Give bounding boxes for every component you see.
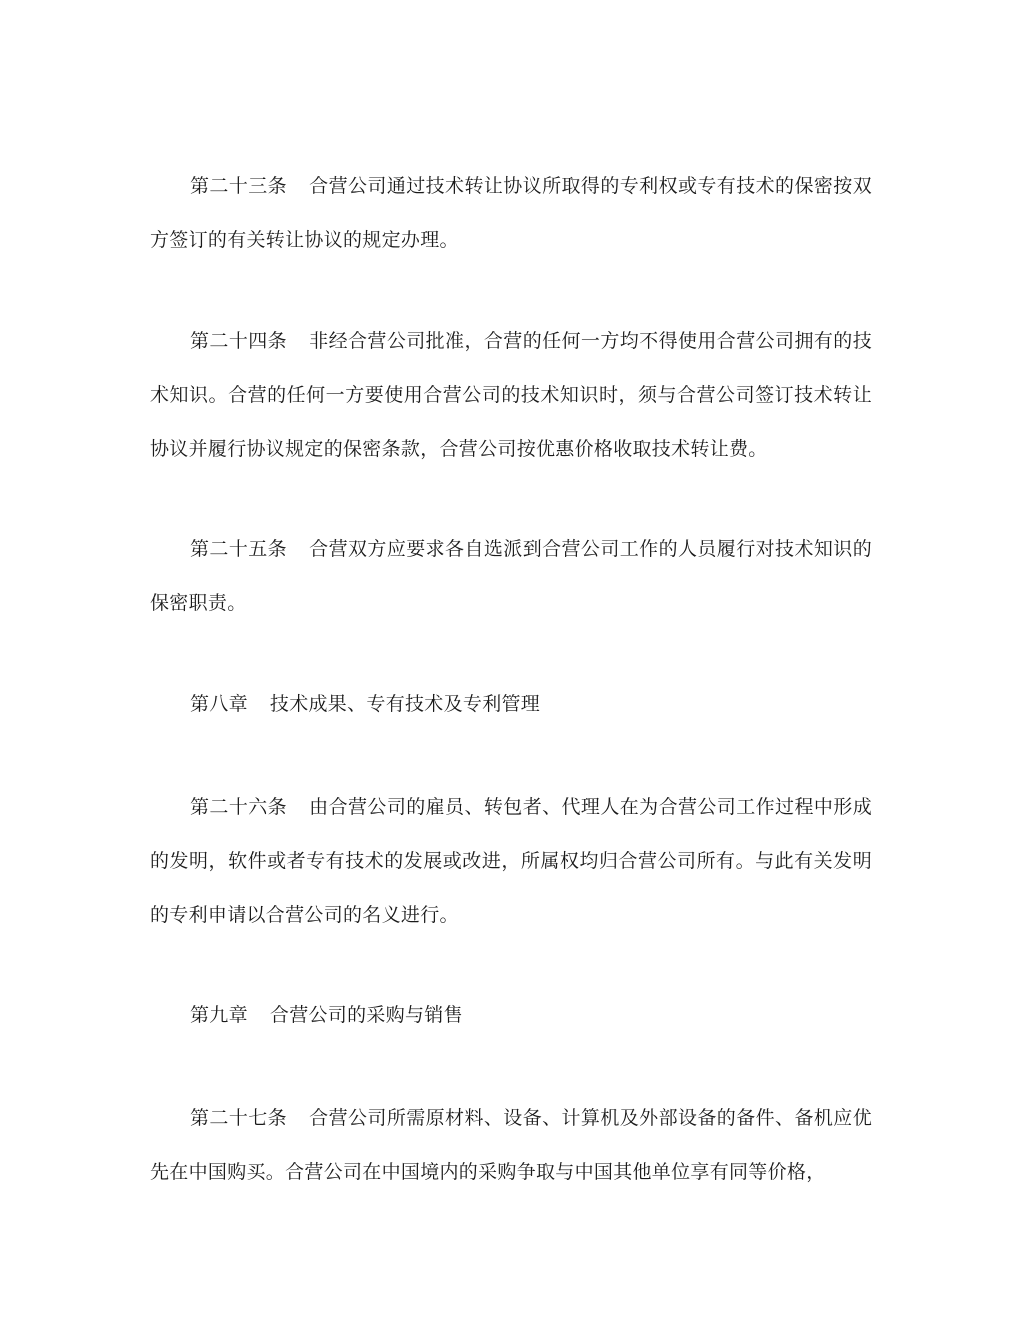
article-26-text: 由合营公司的雇员、转包者、代理人在为合营公司工作过程中形成的发明，软件或者专有技术的发展或改进，所属权均归合营公司所有。与此有关发明的专利申请以合营公司的名义进行。	[150, 796, 872, 926]
article-23-text: 合营公司通过技术转让协议所取得的专利权或专有技术的保密按双方签订的有关转让协议的规定办理。	[150, 175, 872, 251]
article-27-text: 合营公司所需原材料、设备、计算机及外部设备的备件、备机应优先在中国购买。合营公司在中国境内的采购争取与中国其他单位享有同等价格，	[150, 1107, 872, 1183]
article-23-paragraph	[150, 159, 872, 267]
chapter-8-heading	[150, 677, 872, 731]
article-24-text: 非经合营公司批准，合营的任何一方均不得使用合营公司拥有的技术知识。合营的任何一方要使用合营公司的技术知识时，须与合营公司签订技术转让协议并履行协议规定的保密条款，合营公司按优惠价格收取技术转让费。	[150, 330, 872, 460]
article-25-text: 合营双方应要求各自选派到合营公司工作的人员履行对技术知识的保密职责。	[150, 538, 872, 614]
chapter-9-heading	[150, 988, 872, 1042]
chapter-9-title: 合营公司的采购与销售	[269, 1004, 463, 1026]
article-25-paragraph	[150, 522, 872, 630]
article-24-paragraph	[150, 314, 872, 476]
article-27-paragraph	[150, 1091, 872, 1199]
article-26-heading: 第二十六条	[190, 796, 288, 818]
article-27-heading: 第二十七条	[190, 1107, 288, 1129]
article-24-heading: 第二十四条	[190, 330, 288, 352]
article-23-heading: 第二十三条	[190, 175, 288, 197]
article-26-paragraph	[150, 780, 872, 942]
chapter-9-number: 第九章	[190, 1004, 248, 1026]
article-25-heading: 第二十五条	[190, 538, 288, 560]
chapter-8-title: 技术成果、专有技术及专利管理	[269, 693, 541, 715]
chapter-8-number: 第八章	[190, 693, 248, 715]
